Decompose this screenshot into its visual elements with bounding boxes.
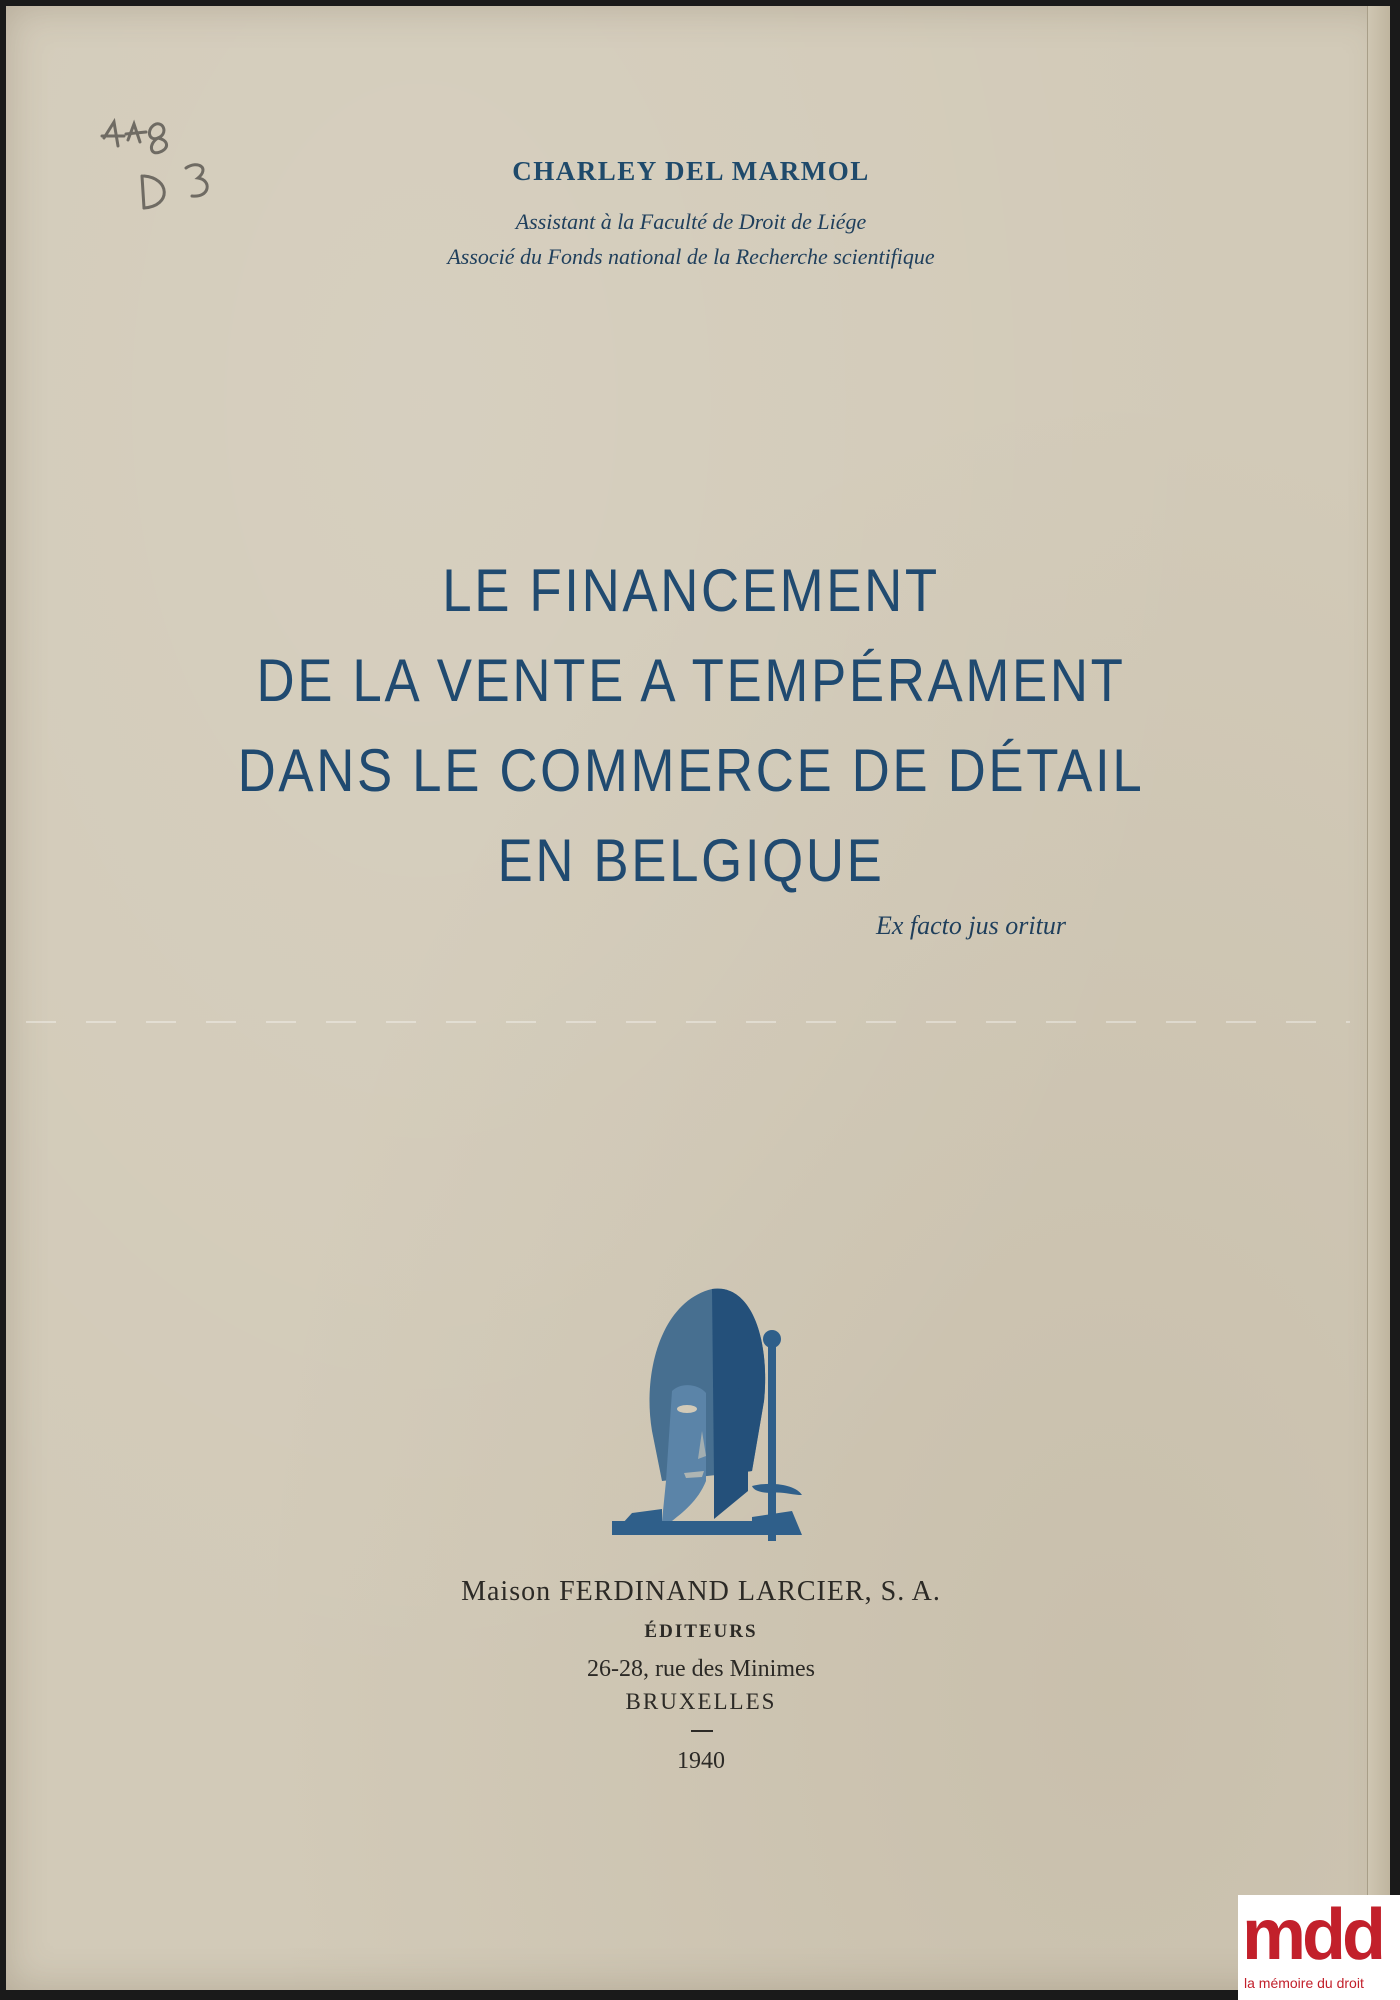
publisher-name: Maison FERDINAND LARCIER, S. A. (461, 1576, 941, 1607)
fold-crease (26, 1021, 1350, 1023)
mdd-watermark-logo (1238, 1895, 1400, 2000)
book-cover (6, 6, 1390, 1990)
logo-text: mdd (1242, 1895, 1382, 1975)
divider (691, 1730, 713, 1732)
publication-year: 1940 (677, 1748, 725, 1774)
title-line-1: LE FINANCEMENT (442, 557, 940, 624)
logo-subtitle: la mémoire du droit (1244, 1975, 1364, 1991)
author-name: CHARLEY DEL MARMOL (512, 156, 870, 186)
title-line-4: EN BELGIQUE (497, 827, 885, 894)
publisher-city: BRUXELLES (625, 1689, 777, 1714)
minerva-helmet-emblem-icon (602, 1281, 812, 1551)
publisher-role: ÉDITEURS (644, 1621, 758, 1642)
author-affiliation-1: Assistant à la Faculté de Droit de Liége (515, 209, 867, 234)
title-line-3: DANS LE COMMERCE DE DÉTAIL (237, 737, 1145, 804)
author-affiliation-2: Associé du Fonds national de la Recherche scientifique (447, 244, 935, 269)
publisher-address: 26-28, rue des Minimes (587, 1656, 815, 1682)
title-line-2: DE LA VENTE A TEMPÉRAMENT (256, 647, 1126, 714)
latin-motto: Ex facto jus oritur (876, 911, 1066, 940)
